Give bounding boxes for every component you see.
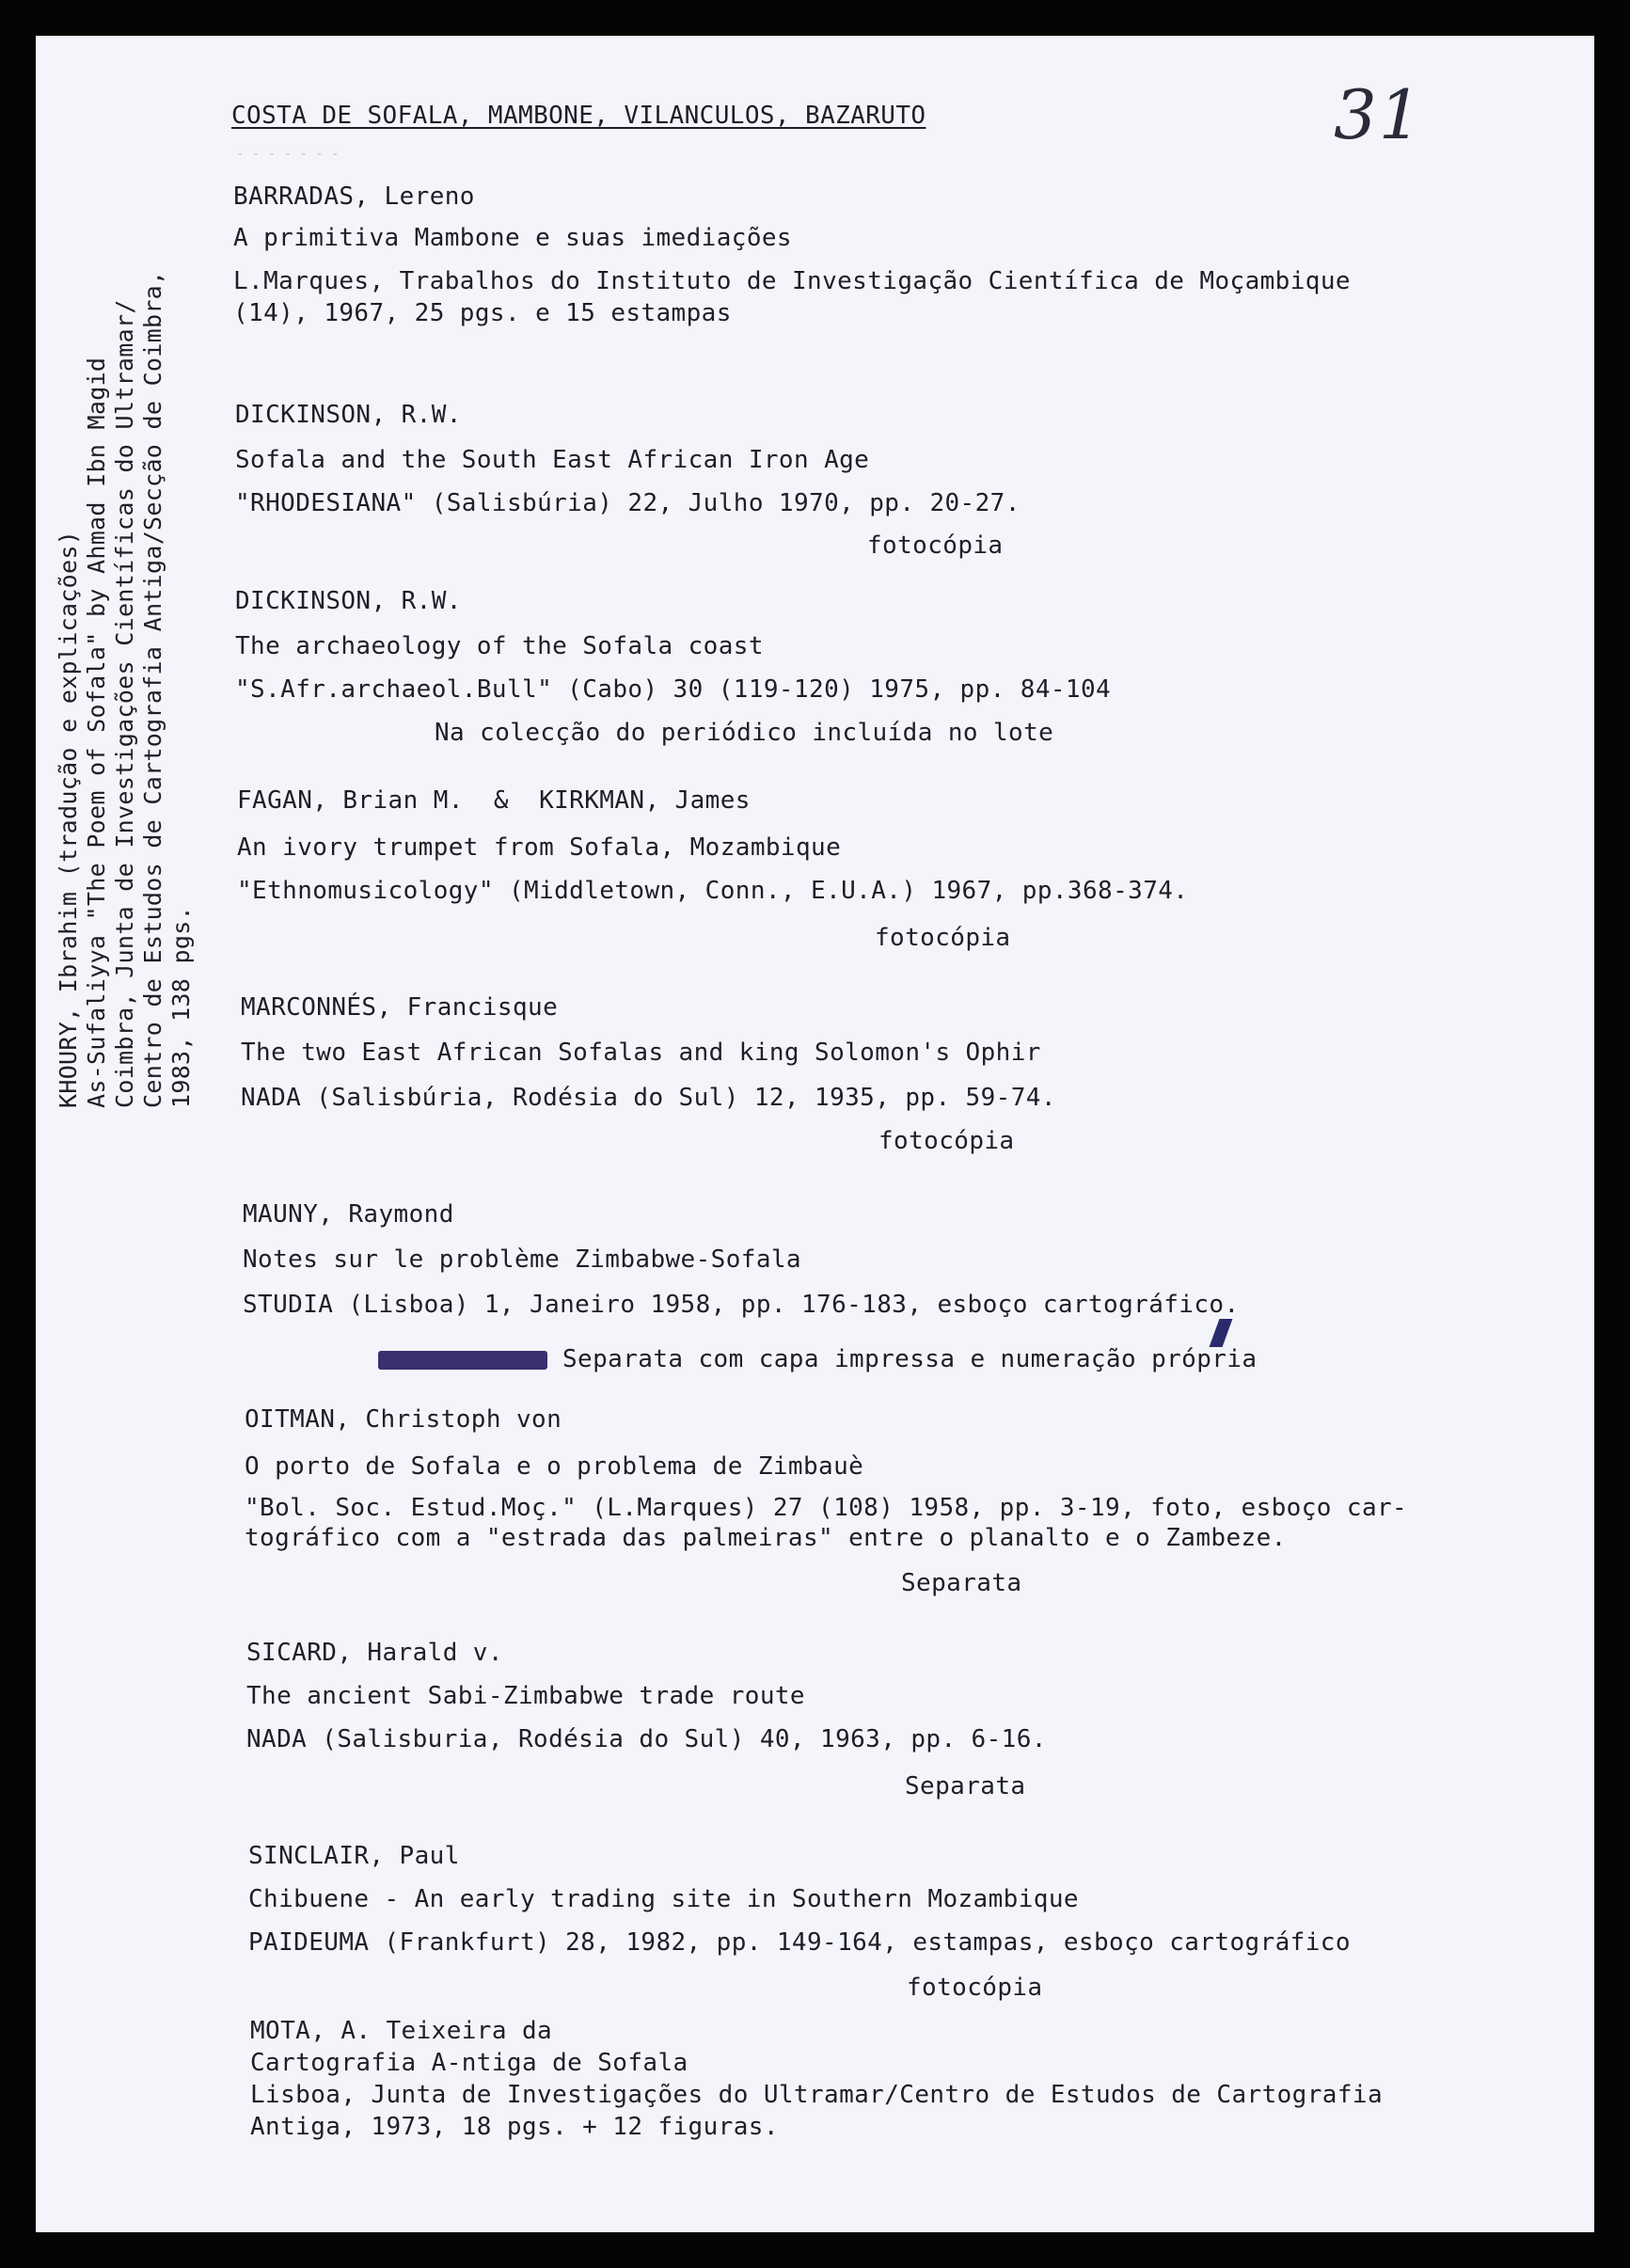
- entry-author: MAUNY, Raymond: [243, 1200, 454, 1229]
- struck-out-word: [378, 1351, 547, 1370]
- entry-publication: "Bol. Soc. Estud.Moç." (L.Marques) 27 (108) 1958, pp. 3-19, foto, esboço car-: [245, 1494, 1408, 1522]
- entry-title: Chibuene - An early trading site in Southern Mozambique: [248, 1885, 1079, 1913]
- entry-title: O porto de Sofala e o problema de Zimbauè: [245, 1452, 864, 1481]
- entry-publication: "RHODESIANA" (Salisbúria) 22, Julho 1970, pp. 20-27.: [235, 489, 1021, 517]
- page-number: 31: [1334, 75, 1424, 154]
- entry-title: The ancient Sabi-Zimbabwe trade route: [246, 1682, 805, 1710]
- entry-title: Cartografia A-ntiga de Sofala: [250, 2049, 688, 2077]
- entry-publication: Antiga, 1973, 18 pgs. + 12 figuras.: [250, 2113, 779, 2141]
- entry-note: fotocópia: [878, 1127, 1015, 1155]
- entry-author: MARCONNÉS, Francisque: [241, 993, 559, 1022]
- entry-author: FAGAN, Brian M. & KIRKMAN, James: [237, 786, 751, 815]
- side-note-line: Centro de Estudos de Cartografia Antiga/Secção de Coimbra,: [139, 270, 166, 1108]
- entry-author: MOTA, A. Teixeira da: [250, 2017, 553, 2045]
- entry-note: Separata: [905, 1772, 1026, 1800]
- entry-title: The two East African Sofalas and king Solomon's Ophir: [241, 1039, 1041, 1067]
- document-page: [36, 36, 1594, 2232]
- margin-side-note: [55, 111, 196, 1108]
- side-note-line: Coimbra, Junta de Investigações Científicas do Ultramar/: [111, 299, 138, 1108]
- ink-correction-mark: [1210, 1319, 1233, 1347]
- entry-publication: NADA (Salisbúria, Rodésia do Sul) 12, 1935, pp. 59-74.: [241, 1084, 1056, 1112]
- entry-author: BARRADAS, Lereno: [233, 182, 475, 211]
- entry-author: DICKINSON, R.W.: [235, 587, 462, 615]
- entry-note: Separata com capa impressa e numeração própria: [562, 1345, 1258, 1373]
- entry-title: The archaeology of the Sofala coast: [235, 632, 764, 660]
- entry-author: SICARD, Harald v.: [246, 1639, 503, 1667]
- entry-title: Sofala and the South East African Iron Age: [235, 446, 870, 474]
- entry-publication: (14), 1967, 25 pgs. e 15 estampas: [233, 299, 732, 327]
- entry-title: Notes sur le problème Zimbabwe-Sofala: [243, 1245, 801, 1274]
- faint-mark: - - - - - - -: [236, 147, 340, 162]
- entry-publication: "S.Afr.archaeol.Bull" (Cabo) 30 (119-120) 1975, pp. 84-104: [235, 675, 1112, 704]
- entry-note: fotocópia: [875, 924, 1011, 952]
- entry-title: A primitiva Mambone e suas imediações: [233, 224, 792, 252]
- side-note-line: 1983, 138 pgs.: [167, 906, 195, 1108]
- side-note-line: As-Sufaliyya "The Poem of Sofala" by Ahmad Ibn Magid: [83, 357, 110, 1108]
- entry-publication: STUDIA (Lisboa) 1, Janeiro 1958, pp. 176-183, esboço cartográfico.: [243, 1291, 1240, 1319]
- entry-publication: PAIDEUMA (Frankfurt) 28, 1982, pp. 149-164, estampas, esboço cartográfico: [248, 1928, 1351, 1957]
- entry-publication: Lisboa, Junta de Investigações do Ultramar/Centro de Estudos de Cartografia: [250, 2081, 1383, 2109]
- entry-author: OITMAN, Christoph von: [245, 1405, 562, 1434]
- entry-author: DICKINSON, R.W.: [235, 401, 462, 429]
- entry-publication: "Ethnomusicology" (Middletown, Conn., E.U.A.) 1967, pp.368-374.: [237, 877, 1189, 905]
- entry-note: Separata: [901, 1569, 1022, 1597]
- entry-title: An ivory trumpet from Sofala, Mozambique: [237, 833, 842, 862]
- entry-publication: L.Marques, Trabalhos do Instituto de Investigação Científica de Moçambique: [233, 267, 1351, 295]
- entry-publication: tográfico com a "estrada das palmeiras" entre o planalto e o Zambeze.: [245, 1524, 1287, 1552]
- entry-note: fotocópia: [907, 1974, 1043, 2002]
- entry-note: Na colecção do periódico incluída no lote: [435, 719, 1054, 747]
- side-note-line: KHOURY, Ibrahim (tradução e explicações): [55, 530, 82, 1108]
- page-title: COSTA DE SOFALA, MAMBONE, VILANCULOS, BAZARUTO: [231, 102, 926, 130]
- entry-author: SINCLAIR, Paul: [248, 1842, 460, 1870]
- entry-publication: NADA (Salisburia, Rodésia do Sul) 40, 1963, pp. 6-16.: [246, 1725, 1047, 1753]
- entry-note: fotocópia: [867, 531, 1004, 560]
